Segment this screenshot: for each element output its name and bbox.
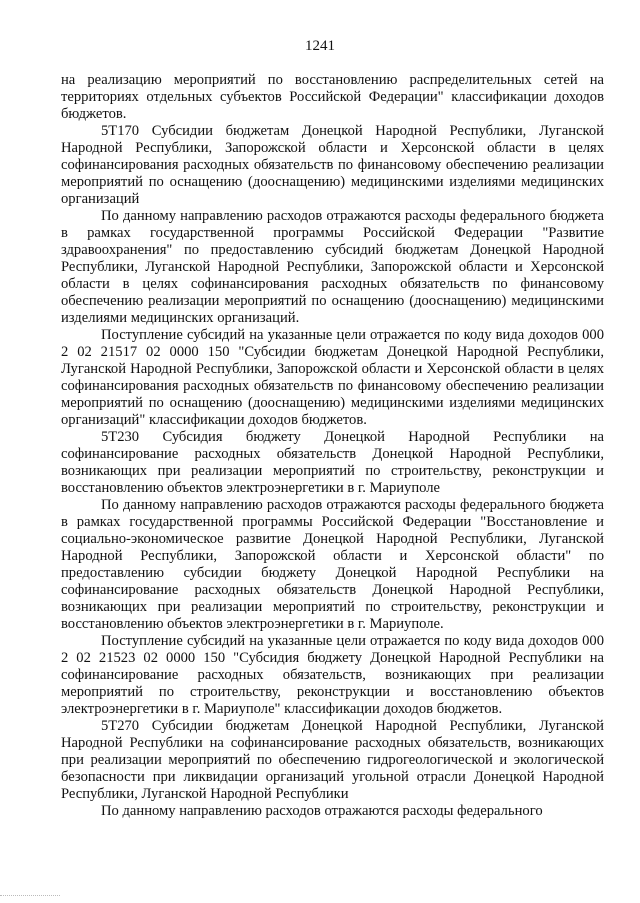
paragraph: 5T170 Субсидии бюджетам Донецкой Народной Республики, Луганской Народной Республики, Запорожской области и Херсонской области в целях софинансирования расходных обязательств по финансовому обеспечению реализации мероприятий по оснащению (дооснащению) медицинскими изделиями медицинских организаций <box>61 123 604 207</box>
paragraph: 5T230 Субсидия бюджету Донецкой Народной Республики на софинансирование расходных обязательств Донецкой Народной Республики, возникающих при реализации мероприятий по строительству, реконструкции и восстановлению объектов электроэнергетики в г. Мариуполе <box>61 429 604 496</box>
paragraph: на реализацию мероприятий по восстановлению распределительных сетей на территориях отдельных субъектов Российской Федерации" классификации доходов бюджетов. <box>61 72 604 122</box>
scan-artifact <box>0 895 60 898</box>
paragraph: По данному направлению расходов отражаются расходы федерального <box>101 803 543 819</box>
paragraph: По данному направлению расходов отражаются расходы федерального бюджета в рамках государственной программы Российской Федерации "Развитие здравоохранения" по предоставлению субсидий бюджетам Донецкой Народной Республики, Луганской Народной Республики, Запорожской области и Херсонской области в целях софинансирования расходных обязательств по финансовому обеспечению реализации мероприятий по оснащению (дооснащению) медицинскими изделиями медицинских организаций. <box>61 208 604 326</box>
body-text <box>61 72 604 820</box>
paragraph: 5T270 Субсидии бюджетам Донецкой Народной Республики, Луганской Народной Республики на софинансирование расходных обязательств, возникающих при реализации мероприятий по обеспечению гидрогеологической и экологической безопасности при ликвидации организаций угольной отрасли Донецкой Народной Республики, Луганской Народной Республики <box>61 718 604 802</box>
paragraph: Поступление субсидий на указанные цели отражается по коду вида доходов 000 2 02 21523 02 0000 150 "Субсидия бюджету Донецкой Народной Республики на софинансирование расходных обязательств, возникающих при реализации мероприятий по строительству, реконструкции и восстановлению объектов электроэнергетики в г. Мариуполе" классификации доходов бюджетов. <box>61 633 604 717</box>
page-number: 1241 <box>305 38 335 54</box>
paragraph: По данному направлению расходов отражаются расходы федерального бюджета в рамках государственной программы Российской Федерации "Восстановление и социально-экономическое развитие Донецкой Народной Республики, Луганской Народной Республики, Запорожской области и Херсонской области" по предоставлению субсидии бюджету Донецкой Народной Республики на софинансирование расходных обязательств Донецкой Народной Республики, возникающих при реализации мероприятий по строительству, реконструкции и восстановлению объектов электроэнергетики в г. Мариуполе. <box>61 497 604 632</box>
paragraph: Поступление субсидий на указанные цели отражается по коду вида доходов 000 2 02 21517 02 0000 150 "Субсидии бюджетам Донецкой Народной Республики, Луганской Народной Республики, Запорожской области и Херсонской области в целях софинансирования расходных обязательств по финансовому обеспечению реализации мероприятий по оснащению (дооснащению) медицинскими изделиями медицинских организаций" классификации доходов бюджетов. <box>61 327 604 428</box>
